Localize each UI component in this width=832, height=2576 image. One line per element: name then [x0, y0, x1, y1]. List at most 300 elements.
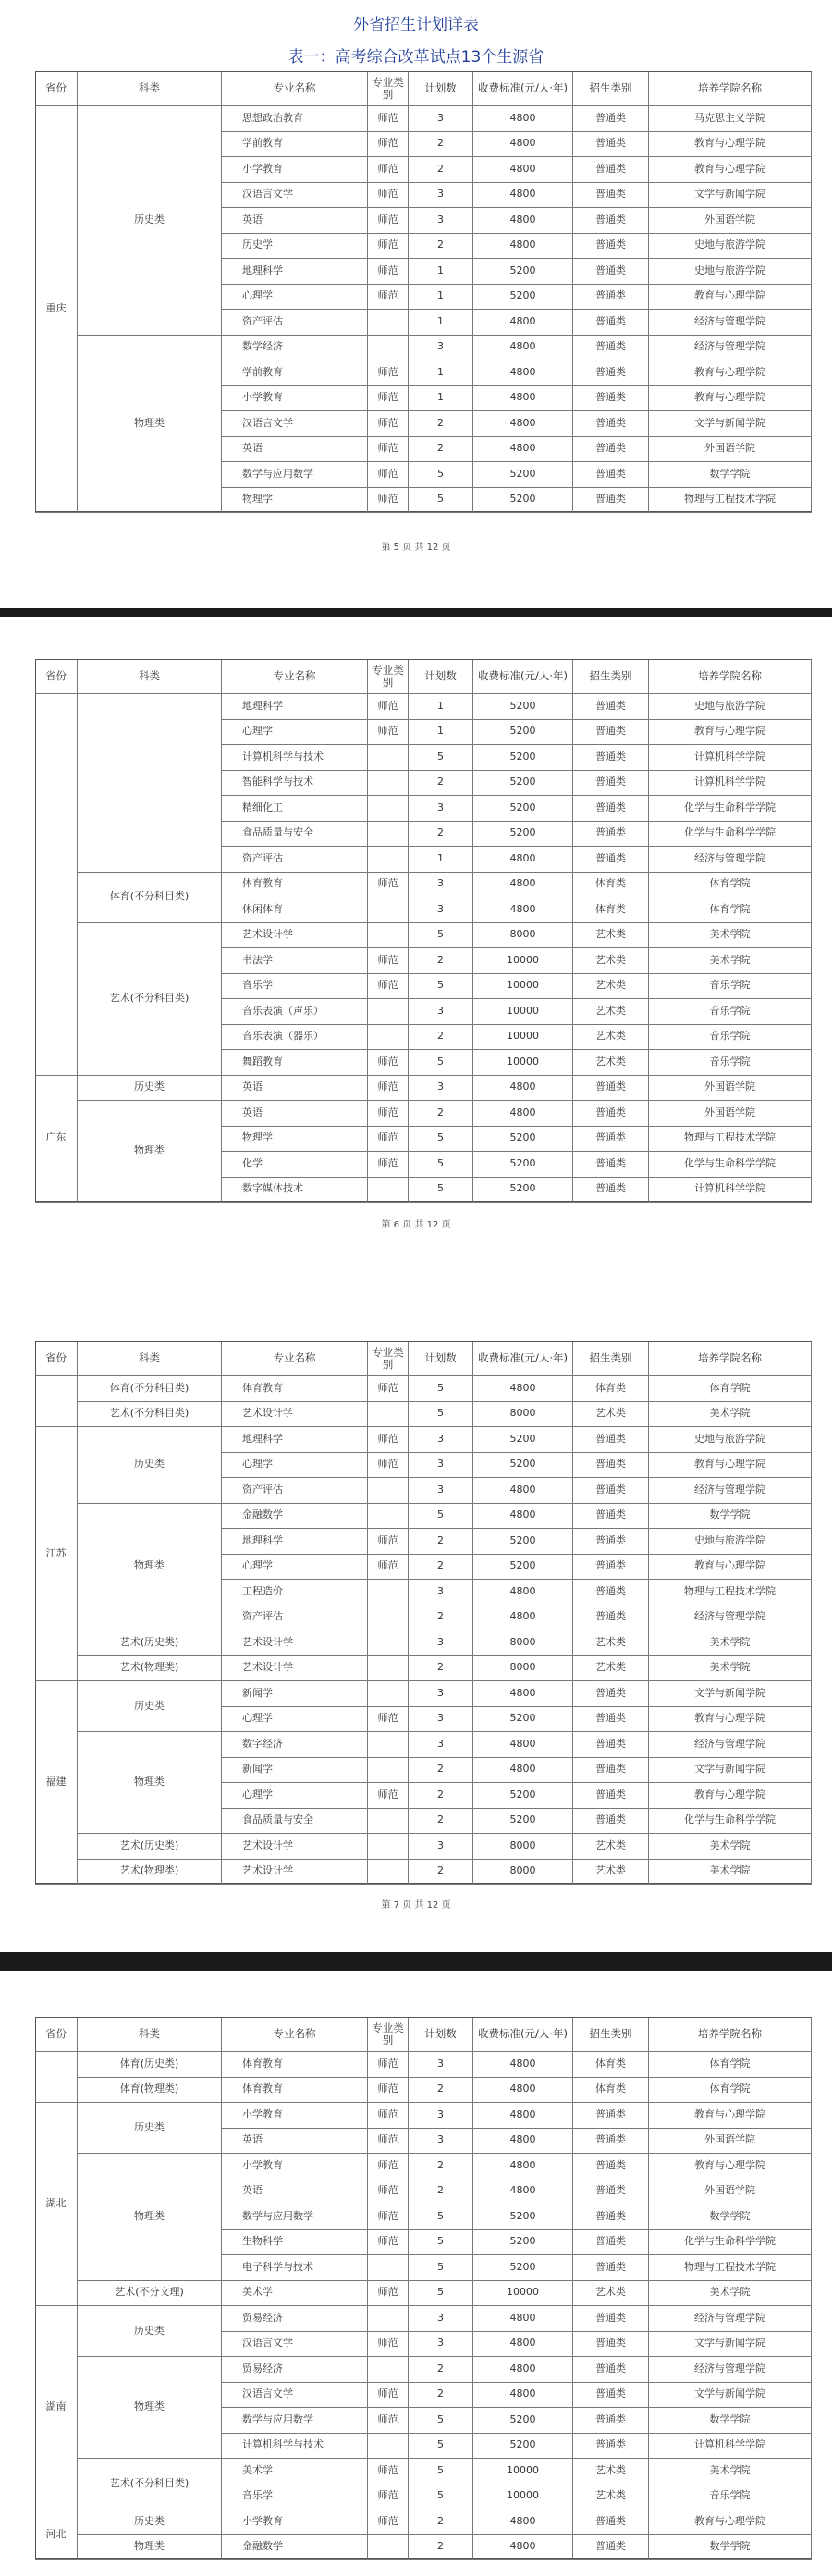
training-college: 史地与旅游学院: [649, 234, 812, 260]
training-college: 经济与管理学院: [649, 2357, 812, 2383]
tuition-fee: 10000: [473, 2484, 573, 2510]
document-title: 外省招生计划详表: [353, 16, 479, 34]
admission-category: 普通类: [573, 2179, 649, 2205]
tuition-fee: 4800: [473, 183, 573, 209]
tuition-fee: 4800: [473, 2306, 573, 2332]
admission-category: 普通类: [573, 132, 649, 158]
admission-category: 普通类: [573, 310, 649, 336]
major-name: 学前教育: [222, 132, 368, 158]
major-type: 师范: [368, 720, 409, 746]
major-name: 心理学: [222, 720, 368, 746]
major-type: [368, 2255, 409, 2281]
major-type: 师范: [368, 1127, 409, 1153]
admission-category: 普通类: [573, 694, 649, 720]
major-type: 师范: [368, 2230, 409, 2256]
column-header: 收费标准(元/人·年): [473, 72, 573, 106]
training-college: 计算机科学学院: [649, 1178, 812, 1203]
tuition-fee: 10000: [473, 2281, 573, 2307]
column-header: 专业名称: [222, 1342, 368, 1376]
tuition-fee: 4800: [473, 1376, 573, 1402]
plan-count: 5: [409, 923, 473, 949]
admission-category: 普通类: [573, 183, 649, 209]
subject-category: [78, 694, 222, 873]
plan-count: 2: [409, 2179, 473, 2205]
training-college: 教育与心理学院: [649, 2103, 812, 2129]
training-college: 数学学院: [649, 2204, 812, 2230]
training-college: 物理与工程技术学院: [649, 1580, 812, 1605]
major-type: 师范: [368, 285, 409, 311]
column-header: 培养学院名称: [649, 1342, 812, 1376]
subject-category: 历史类: [78, 1681, 222, 1732]
major-type: 师范: [368, 2459, 409, 2484]
major-name: 数字媒体技术: [222, 1178, 368, 1203]
major-type: 师范: [368, 1376, 409, 1402]
admission-category: 普通类: [573, 1555, 649, 1581]
major-name: 资产评估: [222, 1605, 368, 1631]
training-college: 经济与管理学院: [649, 1732, 812, 1758]
admission-category: 体育类: [573, 1376, 649, 1402]
training-college: 数学学院: [649, 462, 812, 488]
major-type: 师范: [368, 2383, 409, 2409]
page-number: 第 6 页 共 12 页: [381, 1220, 451, 1230]
tuition-fee: 4800: [473, 157, 573, 183]
column-header: 科类: [78, 2018, 222, 2052]
tuition-fee: 5200: [473, 462, 573, 488]
plan-count: 3: [409, 2306, 473, 2332]
major-name: 心理学: [222, 1707, 368, 1733]
plan-count: 1: [409, 694, 473, 720]
major-name: 舞蹈教育: [222, 1050, 368, 1076]
subject-category: 物理类: [78, 1101, 222, 1203]
major-name: 金融数学: [222, 2535, 368, 2561]
major-type: 师范: [368, 1529, 409, 1555]
training-college: 外国语学院: [649, 1101, 812, 1127]
column-header: 专业名称: [222, 72, 368, 106]
admission-category: 普通类: [573, 1101, 649, 1127]
major-name: 书法学: [222, 948, 368, 974]
column-header: 专业名称: [222, 660, 368, 694]
admission-category: 普通类: [573, 1127, 649, 1153]
plan-count: 3: [409, 2052, 473, 2078]
major-type: 师范: [368, 386, 409, 412]
column-header: 收费标准(元/人·年): [473, 660, 573, 694]
admission-category: 普通类: [573, 720, 649, 746]
province: 重庆: [35, 106, 78, 513]
major-type: 师范: [368, 1427, 409, 1453]
training-college: 数学学院: [649, 1504, 812, 1530]
major-name: 心理学: [222, 1783, 368, 1809]
tuition-fee: 8000: [473, 1656, 573, 1682]
plan-count: 2: [409, 1809, 473, 1835]
plan-count: 2: [409, 2154, 473, 2179]
major-name: 历史学: [222, 234, 368, 260]
column-header: 省份: [35, 660, 78, 694]
training-college: 文学与新闻学院: [649, 411, 812, 437]
tuition-fee: 4800: [473, 208, 573, 234]
subject-category: 体育(历史类): [78, 2052, 222, 2078]
admission-category: 艺术类: [573, 948, 649, 974]
column-header: 专业类别: [368, 660, 409, 694]
training-college: 物理与工程技术学院: [649, 1127, 812, 1153]
plan-count: 2: [409, 2383, 473, 2409]
admission-category: 普通类: [573, 1453, 649, 1479]
major-type: [368, 1478, 409, 1504]
major-name: 汉语言文学: [222, 183, 368, 209]
tuition-fee: 5200: [473, 822, 573, 848]
plan-count: 1: [409, 310, 473, 336]
major-type: 师范: [368, 694, 409, 720]
training-college: 教育与心理学院: [649, 132, 812, 158]
major-name: 资产评估: [222, 847, 368, 873]
major-name: 工程造价: [222, 1580, 368, 1605]
admission-category: 艺术类: [573, 2459, 649, 2484]
training-college: 教育与心理学院: [649, 285, 812, 311]
column-header: 计划数: [409, 2018, 473, 2052]
plan-count: 3: [409, 336, 473, 361]
major-name: 地理科学: [222, 694, 368, 720]
admission-category: 普通类: [573, 1783, 649, 1809]
major-type: [368, 1860, 409, 1886]
plan-count: 2: [409, 234, 473, 260]
plan-table: [35, 659, 812, 1202]
plan-count: 3: [409, 183, 473, 209]
plan-count: 5: [409, 1376, 473, 1402]
admission-category: 艺术类: [573, 2484, 649, 2510]
column-header: 专业名称: [222, 2018, 368, 2052]
plan-count: 5: [409, 1050, 473, 1076]
major-name: 小学教育: [222, 2509, 368, 2535]
training-college: 文学与新闻学院: [649, 2383, 812, 2409]
admission-category: 普通类: [573, 771, 649, 797]
admission-category: 艺术类: [573, 974, 649, 1000]
training-college: 史地与旅游学院: [649, 259, 812, 285]
major-name: 音乐学: [222, 2484, 368, 2510]
plan-count: 5: [409, 1402, 473, 1428]
tuition-fee: 5200: [473, 2204, 573, 2230]
major-type: 师范: [368, 948, 409, 974]
training-college: 数学学院: [649, 2408, 812, 2434]
plan-count: 3: [409, 1580, 473, 1605]
major-type: [368, 310, 409, 336]
admission-category: 普通类: [573, 488, 649, 514]
admission-category: 普通类: [573, 1178, 649, 1203]
admission-category: 普通类: [573, 2306, 649, 2332]
tuition-fee: 5200: [473, 1152, 573, 1178]
tuition-fee: 8000: [473, 1402, 573, 1428]
major-type: 师范: [368, 2129, 409, 2155]
training-college: 美术学院: [649, 1656, 812, 1682]
admission-category: 普通类: [573, 157, 649, 183]
column-header: 计划数: [409, 72, 473, 106]
training-college: 教育与心理学院: [649, 386, 812, 412]
plan-count: 2: [409, 2535, 473, 2561]
plan-count: 2: [409, 2509, 473, 2535]
tuition-fee: 4800: [473, 873, 573, 898]
major-type: [368, 2535, 409, 2561]
major-type: 师范: [368, 2103, 409, 2129]
major-type: 师范: [368, 259, 409, 285]
plan-count: 1: [409, 847, 473, 873]
tuition-fee: 4800: [473, 1758, 573, 1784]
admission-category: 普通类: [573, 2129, 649, 2155]
training-college: 文学与新闻学院: [649, 2332, 812, 2358]
plan-count: 3: [409, 1834, 473, 1860]
training-college: 计算机科学学院: [649, 2434, 812, 2460]
tuition-fee: 4800: [473, 2154, 573, 2179]
major-type: [368, 1605, 409, 1631]
plan-count: 5: [409, 2255, 473, 2281]
major-name: 英语: [222, 1076, 368, 1102]
major-type: [368, 2357, 409, 2383]
training-college: 美术学院: [649, 2459, 812, 2484]
major-type: 师范: [368, 1783, 409, 1809]
training-college: 教育与心理学院: [649, 2154, 812, 2179]
major-type: [368, 897, 409, 923]
column-header: 计划数: [409, 1342, 473, 1376]
training-college: 史地与旅游学院: [649, 1427, 812, 1453]
training-college: 教育与心理学院: [649, 1555, 812, 1581]
column-header: 省份: [35, 2018, 78, 2052]
column-header: 专业类别: [368, 72, 409, 106]
tuition-fee: 5200: [473, 285, 573, 311]
major-name: 电子科学与技术: [222, 2255, 368, 2281]
admission-category: 普通类: [573, 234, 649, 260]
subject-category: 体育(物理类): [78, 2078, 222, 2104]
plan-count: 5: [409, 974, 473, 1000]
tuition-fee: 8000: [473, 923, 573, 949]
major-name: 物理学: [222, 1127, 368, 1153]
tuition-fee: 10000: [473, 948, 573, 974]
page-number: 第 5 页 共 12 页: [381, 543, 451, 553]
major-name: 精细化工: [222, 796, 368, 822]
major-type: 师范: [368, 1050, 409, 1076]
admission-category: 普通类: [573, 1152, 649, 1178]
subject-category: 历史类: [78, 2509, 222, 2535]
admission-category: 普通类: [573, 1076, 649, 1102]
subject-category: 体育(不分科目类): [78, 1376, 222, 1402]
column-header: 省份: [35, 72, 78, 106]
major-type: 师范: [368, 2332, 409, 2358]
major-type: 师范: [368, 157, 409, 183]
training-college: 音乐学院: [649, 1025, 812, 1051]
major-type: 师范: [368, 2484, 409, 2510]
plan-count: 5: [409, 2459, 473, 2484]
province: 广东: [35, 1076, 78, 1203]
admission-category: 普通类: [573, 2357, 649, 2383]
tuition-fee: 5200: [473, 720, 573, 746]
major-name: 体育教育: [222, 1376, 368, 1402]
plan-count: 2: [409, 948, 473, 974]
major-name: 美术学: [222, 2281, 368, 2307]
major-type: [368, 2306, 409, 2332]
training-college: 化学与生命科学学院: [649, 1152, 812, 1178]
major-name: 贸易经济: [222, 2357, 368, 2383]
training-college: 教育与心理学院: [649, 1707, 812, 1733]
major-name: 艺术设计学: [222, 1834, 368, 1860]
plan-count: 2: [409, 2078, 473, 2104]
plan-count: 5: [409, 462, 473, 488]
major-name: 数学与应用数学: [222, 2408, 368, 2434]
column-header: 省份: [35, 1342, 78, 1376]
major-name: 学前教育: [222, 360, 368, 386]
admission-category: 普通类: [573, 1605, 649, 1631]
subject-category: 历史类: [78, 106, 222, 336]
tuition-fee: 4800: [473, 1732, 573, 1758]
major-name: 心理学: [222, 285, 368, 311]
tuition-fee: 10000: [473, 2459, 573, 2484]
training-college: 外国语学院: [649, 208, 812, 234]
tuition-fee: 4800: [473, 1605, 573, 1631]
tuition-fee: 10000: [473, 974, 573, 1000]
tuition-fee: 10000: [473, 1025, 573, 1051]
major-type: [368, 923, 409, 949]
training-college: 经济与管理学院: [649, 1605, 812, 1631]
admission-category: 艺术类: [573, 1025, 649, 1051]
tuition-fee: 5200: [473, 1427, 573, 1453]
major-type: [368, 745, 409, 771]
admission-category: 普通类: [573, 1707, 649, 1733]
admission-category: 普通类: [573, 386, 649, 412]
column-header: 招生类别: [573, 72, 649, 106]
tuition-fee: 4800: [473, 2332, 573, 2358]
subject-category: 艺术(物理类): [78, 1656, 222, 1682]
major-type: [368, 1758, 409, 1784]
major-name: 英语: [222, 1101, 368, 1127]
tuition-fee: 5200: [473, 1809, 573, 1835]
table-subtitle: 表一：高考综合改革试点13个生源省: [288, 48, 544, 67]
admission-category: 普通类: [573, 2535, 649, 2561]
plan-table: [35, 1341, 812, 1884]
column-header: 招生类别: [573, 1342, 649, 1376]
subject-category: 历史类: [78, 1427, 222, 1504]
training-college: 史地与旅游学院: [649, 694, 812, 720]
training-college: 计算机科学学院: [649, 745, 812, 771]
column-header: 收费标准(元/人·年): [473, 2018, 573, 2052]
plan-count: 5: [409, 745, 473, 771]
training-college: 教育与心理学院: [649, 360, 812, 386]
major-type: 师范: [368, 2281, 409, 2307]
admission-category: 普通类: [573, 745, 649, 771]
tuition-fee: 5200: [473, 1707, 573, 1733]
admission-category: 普通类: [573, 285, 649, 311]
subject-category: 体育(不分科目类): [78, 873, 222, 923]
tuition-fee: 5200: [473, 1178, 573, 1203]
training-college: 经济与管理学院: [649, 847, 812, 873]
plan-count: 3: [409, 796, 473, 822]
training-college: 体育学院: [649, 2078, 812, 2104]
major-type: [368, 1178, 409, 1203]
tuition-fee: 4800: [473, 1478, 573, 1504]
training-college: 教育与心理学院: [649, 720, 812, 746]
plan-count: 3: [409, 1076, 473, 1102]
tuition-fee: 4800: [473, 847, 573, 873]
subject-category: 艺术(不分文理): [78, 2281, 222, 2307]
subject-category: 物理类: [78, 1732, 222, 1834]
plan-count: 3: [409, 897, 473, 923]
tuition-fee: 4800: [473, 336, 573, 361]
plan-count: 2: [409, 157, 473, 183]
admission-category: 体育类: [573, 2052, 649, 2078]
plan-count: 5: [409, 1152, 473, 1178]
major-type: [368, 1504, 409, 1530]
column-header: 培养学院名称: [649, 2018, 812, 2052]
admission-category: 艺术类: [573, 999, 649, 1025]
page-separator: [0, 608, 832, 617]
major-name: 数学经济: [222, 336, 368, 361]
major-name: 物理学: [222, 488, 368, 514]
plan-count: 5: [409, 2484, 473, 2510]
tuition-fee: 5200: [473, 745, 573, 771]
tuition-fee: 5200: [473, 2408, 573, 2434]
tuition-fee: 4800: [473, 1076, 573, 1102]
tuition-fee: 4800: [473, 2129, 573, 2155]
subject-category: 物理类: [78, 1504, 222, 1631]
admission-category: 体育类: [573, 2078, 649, 2104]
major-type: 师范: [368, 2078, 409, 2104]
admission-category: 普通类: [573, 1580, 649, 1605]
major-name: 英语: [222, 2129, 368, 2155]
column-header: 培养学院名称: [649, 660, 812, 694]
major-type: 师范: [368, 873, 409, 898]
major-type: 师范: [368, 1152, 409, 1178]
tuition-fee: 4800: [473, 897, 573, 923]
tuition-fee: 5200: [473, 2434, 573, 2460]
major-type: 师范: [368, 411, 409, 437]
admission-category: 普通类: [573, 1681, 649, 1707]
tuition-fee: 5200: [473, 1127, 573, 1153]
major-type: 师范: [368, 208, 409, 234]
major-name: 计算机科学与技术: [222, 745, 368, 771]
admission-category: 普通类: [573, 2434, 649, 2460]
plan-count: 2: [409, 1101, 473, 1127]
admission-category: 普通类: [573, 847, 649, 873]
major-type: 师范: [368, 1453, 409, 1479]
major-name: 汉语言文学: [222, 2332, 368, 2358]
admission-category: 普通类: [573, 437, 649, 463]
major-type: [368, 796, 409, 822]
major-type: 师范: [368, 106, 409, 132]
major-name: 数学与应用数学: [222, 462, 368, 488]
plan-count: 1: [409, 720, 473, 746]
plan-count: 2: [409, 411, 473, 437]
major-type: 师范: [368, 1555, 409, 1581]
plan-count: 5: [409, 1504, 473, 1530]
admission-category: 普通类: [573, 822, 649, 848]
training-college: 美术学院: [649, 1860, 812, 1886]
plan-count: 3: [409, 873, 473, 898]
tuition-fee: 5200: [473, 259, 573, 285]
training-college: 教育与心理学院: [649, 1453, 812, 1479]
plan-count: 2: [409, 1758, 473, 1784]
major-type: 师范: [368, 488, 409, 514]
major-name: 汉语言文学: [222, 2383, 368, 2409]
training-college: 美术学院: [649, 2281, 812, 2307]
plan-table: [35, 2017, 812, 2559]
training-college: 教育与心理学院: [649, 157, 812, 183]
plan-count: 5: [409, 1178, 473, 1203]
major-type: 师范: [368, 2179, 409, 2205]
tuition-fee: 4800: [473, 411, 573, 437]
major-type: 师范: [368, 437, 409, 463]
tuition-fee: 5200: [473, 796, 573, 822]
admission-category: 普通类: [573, 360, 649, 386]
plan-count: 2: [409, 1555, 473, 1581]
major-name: 小学教育: [222, 2154, 368, 2179]
plan-count: 3: [409, 1630, 473, 1656]
major-name: 思想政治教育: [222, 106, 368, 132]
training-college: 美术学院: [649, 1402, 812, 1428]
major-name: 艺术设计学: [222, 1402, 368, 1428]
